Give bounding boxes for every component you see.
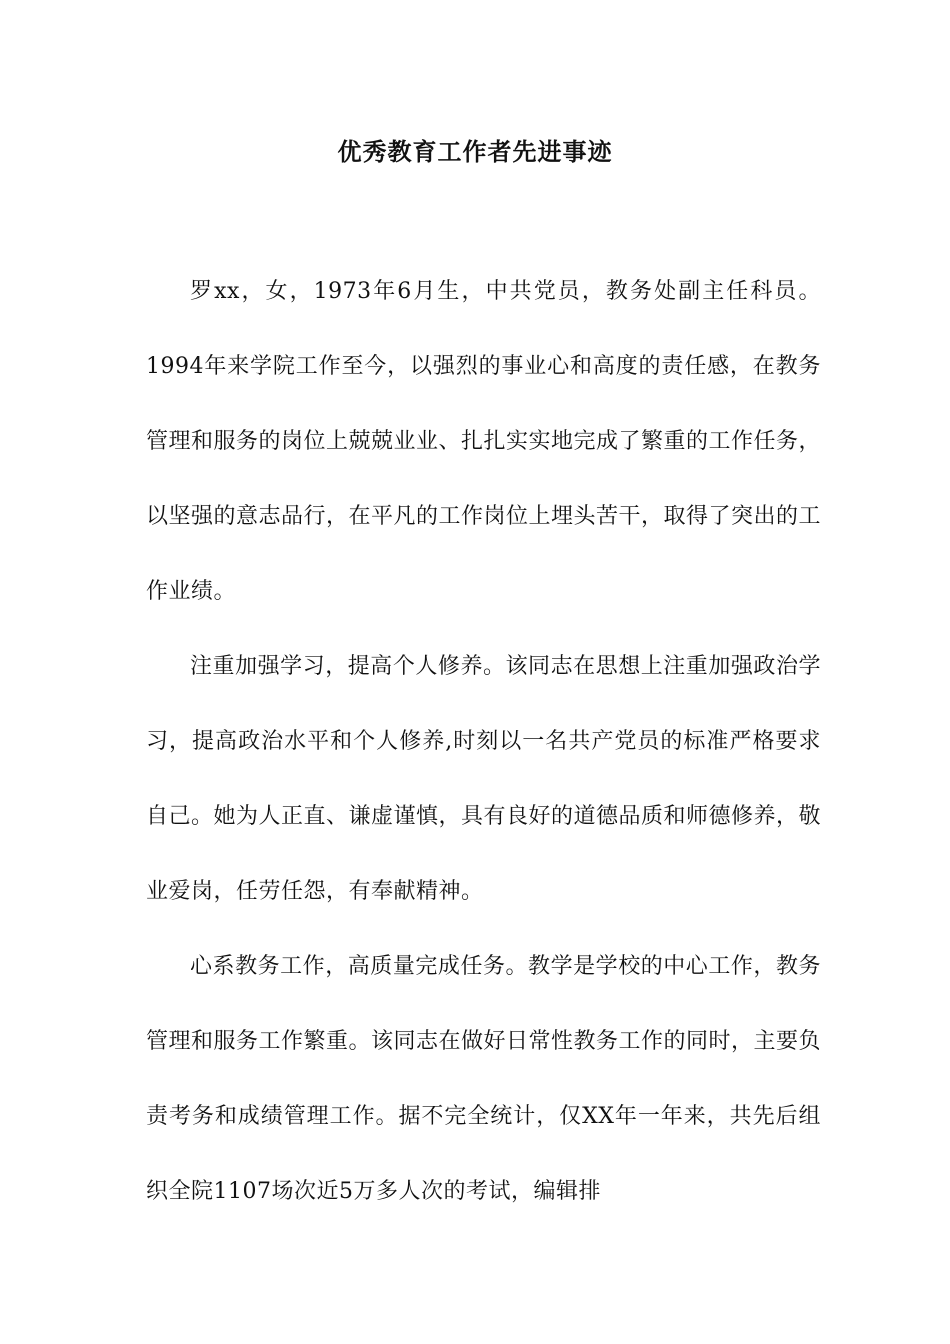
document-title: 优秀教育工作者先进事迹 [337, 138, 613, 166]
document-body [146, 254, 821, 1229]
paragraph-study: 注重加强学习，提高个人修养。该同志在思想上注重加强政治学习，提高政治水平和个人修养,时刻以一名共产党员的标准严格要求自己。她为人正直、谦虚谨慎，具有良好的道德品质和师德修养，敬业爱岗，任劳任怨，有奉献精神。 [146, 654, 822, 904]
paragraph-work: 心系教务工作，高质量完成任务。教学是学校的中心工作，教务管理和服务工作繁重。该同志在做好日常性教务工作的同时，主要负责考务和成绩管理工作。据不完全统计，仅XX年一年来，共先后组织全院1107场次近5万多人次的考试，编辑排 [146, 954, 822, 1204]
paragraph-intro: 罗xx，女，1973年6月生，中共党员，教务处副主任科员。1994年来学院工作至今，以强烈的事业心和高度的责任感，在教务管理和服务的岗位上兢兢业业、扎扎实实地完成了繁重的工作任务，以坚强的意志品行，在平凡的工作岗位上埋头苦干，取得了突出的工作业绩。 [146, 279, 822, 604]
